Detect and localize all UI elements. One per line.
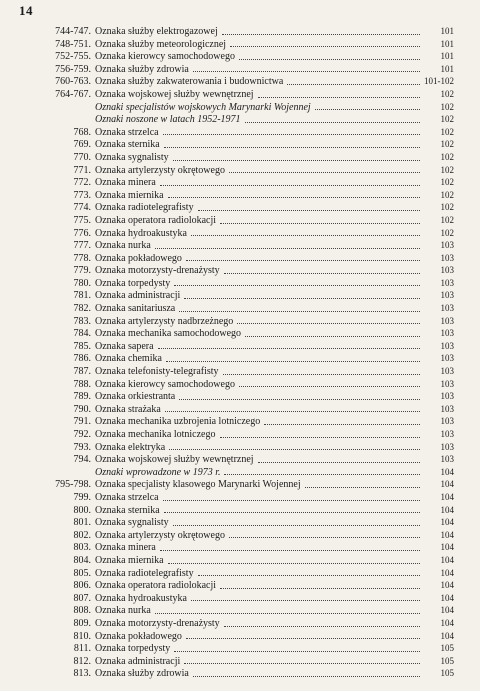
toc-entry (0, 252, 480, 265)
entry-page-number: 101 (440, 38, 454, 49)
dot-leader (186, 259, 420, 261)
entry-page-number: 103 (440, 340, 454, 351)
toc-entry (0, 667, 480, 680)
dot-leader (237, 322, 420, 324)
entry-page-number: 104 (440, 491, 454, 502)
entry-page-number: 102 (440, 189, 454, 200)
entry-number: 789. (73, 391, 91, 403)
entry-number: 779. (73, 265, 91, 277)
entry-page-number: 102 (440, 164, 454, 175)
entry-number: 771. (73, 164, 91, 176)
entry-page-number: 103 (440, 454, 454, 465)
dot-leader (198, 209, 420, 211)
entry-number: 777. (73, 240, 91, 252)
toc-entry (0, 617, 480, 630)
entry-page-number: 104 (440, 630, 454, 641)
entry-number: 790. (73, 403, 91, 415)
toc-entry (0, 138, 480, 151)
entry-page-number: 104 (440, 580, 454, 591)
entry-number: 805. (73, 567, 91, 579)
entry-number: 799. (73, 491, 91, 503)
toc-entry (0, 126, 480, 139)
toc-entry (0, 201, 480, 214)
entry-number: 793. (73, 441, 91, 453)
entry-title: Oznaka sanitariusza (95, 303, 176, 315)
toc-entry (0, 227, 480, 240)
toc-entry (0, 630, 480, 643)
toc-entry (0, 25, 480, 38)
dot-leader (239, 58, 420, 60)
entry-number: 783. (73, 315, 91, 327)
entry-page-number: 104 (440, 617, 454, 628)
entry-page-number: 104 (440, 504, 454, 515)
entry-page-number: 104 (440, 542, 454, 553)
entry-page-number: 103 (440, 328, 454, 339)
dot-leader (264, 423, 420, 425)
entry-page-number: 103 (440, 429, 454, 439)
toc-entry (0, 176, 480, 189)
entry-title: Oznaka służby elektrogazowej (95, 26, 218, 37)
dot-leader (191, 599, 420, 601)
dot-leader (173, 524, 420, 526)
entry-number: 748-751. (55, 38, 91, 50)
toc-entry (0, 403, 480, 416)
entry-title: Oznaka nurka (95, 605, 151, 617)
entry-number: 768. (73, 126, 91, 138)
entry-page-number: 102 (440, 214, 454, 225)
dot-leader (164, 511, 420, 513)
toc-entry (0, 38, 480, 51)
entry-number: 780. (73, 277, 91, 289)
entry-number: 769. (73, 139, 91, 151)
dot-leader (224, 625, 420, 627)
dot-leader (220, 436, 421, 438)
toc-entry (0, 529, 480, 542)
entry-number: 785. (73, 340, 91, 352)
entry-number: 803. (73, 542, 91, 554)
dot-leader (245, 121, 420, 123)
dot-leader (230, 45, 420, 47)
entry-title: Oznaka torpedysty (95, 643, 171, 655)
toc-entry (0, 189, 480, 202)
dot-leader (168, 562, 420, 564)
dot-leader (220, 222, 420, 224)
dot-leader (198, 574, 420, 576)
dot-leader (173, 159, 420, 161)
entry-page-number: 103 (440, 315, 454, 326)
toc-entry (0, 390, 480, 403)
toc-entry (0, 428, 480, 441)
entry-number: 756-759. (55, 63, 91, 75)
dot-leader (239, 385, 420, 387)
entry-page-number: 104 (440, 567, 454, 578)
entry-title: Oznaka motorzysty-drenażysty (95, 617, 220, 629)
entry-number: 752-755. (55, 51, 91, 63)
entry-number: 776. (73, 227, 91, 239)
entry-page-number: 104 (440, 517, 454, 528)
entry-title: Oznaka wojskowej służby wewnętrznej (95, 454, 254, 466)
entry-title: Oznaka operatora radiolokacji (95, 580, 217, 592)
toc-entry (0, 365, 480, 378)
entry-page-number: 101-102 (424, 76, 454, 87)
entry-title: Oznaka pokładowego (95, 252, 182, 264)
entry-page-number: 103 (440, 303, 454, 314)
dot-leader (155, 247, 420, 249)
entry-title: Oznaka radiotelegrafisty (95, 202, 194, 214)
entry-page-number: 105 (440, 668, 454, 679)
entry-page-number: 103 (440, 252, 454, 263)
entry-number: 807. (73, 592, 91, 604)
entry-title: Oznaka telefonisty-telegrafisty (95, 366, 219, 378)
toc-entry (0, 277, 480, 290)
dot-leader (184, 662, 420, 664)
entry-page-number: 104 (440, 466, 454, 477)
toc-entry (0, 340, 480, 353)
dot-leader (245, 335, 420, 337)
entry-page-number: 105 (440, 655, 454, 666)
entry-title: Oznaka orkiestranta (95, 391, 176, 403)
entry-page-number: 102 (440, 151, 454, 162)
toc-entry (0, 567, 480, 580)
entry-number: 809. (73, 617, 91, 629)
page-number: 14 (19, 3, 33, 18)
entry-page-number: 104 (440, 592, 454, 603)
entry-page-number: 102 (440, 88, 454, 99)
entry-number: 774. (73, 202, 91, 214)
entry-number: 772. (73, 177, 91, 189)
entry-title: Oznaka mechanika samochodowego (95, 328, 242, 340)
entry-title: Oznaka strzelca (95, 491, 159, 503)
entry-number: 786. (73, 353, 91, 365)
entry-number: 782. (73, 303, 91, 315)
entry-number: 784. (73, 328, 91, 340)
entry-number: 810. (73, 630, 91, 642)
entry-title: Oznaka miernika (95, 554, 164, 566)
entry-number: 764-767. (55, 88, 91, 100)
toc-entry (0, 302, 480, 315)
entry-title: Oznaka mechanika uzbrojenia lotniczego (95, 416, 261, 428)
entry-number: 773. (73, 189, 91, 201)
entry-title: Oznaka torpedysty (95, 277, 171, 289)
entry-page-number: 103 (440, 378, 454, 389)
entry-title: Oznaka służby zdrowia (95, 63, 189, 75)
dot-leader (184, 297, 420, 299)
dot-leader (258, 96, 420, 98)
entry-number: 787. (73, 366, 91, 378)
table-of-contents (0, 25, 480, 680)
toc-entry (0, 504, 480, 517)
entry-page-number: 103 (440, 240, 454, 251)
entry-title: Oznaka strzelca (95, 126, 159, 138)
entry-title: Oznaka sygnalisty (95, 517, 169, 529)
toc-entry (0, 592, 480, 605)
entry-title: Oznaka strażaka (95, 403, 161, 415)
entry-title: Oznaka mechanika lotniczego (95, 429, 216, 440)
dot-leader (193, 675, 420, 677)
dot-leader (164, 146, 420, 148)
dot-leader (160, 549, 420, 551)
entry-title: Oznaka elektryka (95, 441, 166, 453)
toc-entry (0, 164, 480, 177)
toc-entry (0, 327, 480, 340)
entry-title: Oznaka administracji (95, 655, 181, 667)
entry-title: Oznaka kierowcy samochodowego (95, 378, 235, 390)
entry-page-number: 103 (440, 366, 454, 377)
entry-title: Oznaka operatora radiolokacji (95, 214, 217, 226)
entry-page-number: 103 (440, 403, 454, 414)
entry-page-number: 103 (440, 277, 454, 288)
entry-page-number: 104 (440, 605, 454, 616)
entry-page-number: 102 (440, 126, 454, 137)
dot-leader (168, 196, 420, 198)
entry-page-number: 103 (440, 391, 454, 402)
entry-number: 788. (73, 378, 91, 390)
entry-page-number: 104 (440, 529, 454, 540)
toc-entry (0, 151, 480, 164)
dot-leader (258, 461, 420, 463)
dot-leader (158, 347, 420, 349)
entry-number: 781. (73, 290, 91, 302)
entry-number: 778. (73, 252, 91, 264)
entry-number: 811. (73, 643, 91, 655)
entry-page-number: 103 (440, 353, 454, 364)
dot-leader (315, 108, 420, 110)
entry-title: Oznaka sternika (95, 139, 160, 151)
entry-page-number: 102 (440, 202, 454, 213)
entry-title: Oznaka nurka (95, 240, 151, 252)
entry-page-number: 104 (440, 479, 454, 490)
toc-entry (0, 63, 480, 76)
entry-page-number: 101 (440, 51, 454, 62)
toc-entry (0, 289, 480, 302)
toc-entry (0, 554, 480, 567)
entry-number: 792. (73, 429, 91, 440)
dot-leader (179, 398, 420, 400)
entry-page-number: 103 (440, 441, 454, 452)
dot-leader (174, 650, 420, 652)
entry-page-number: 104 (440, 554, 454, 565)
entry-title: Oznaka artylerzysty okrętowego (95, 529, 225, 541)
section-title: Oznaki noszone w latach 1952-1971 (95, 114, 241, 126)
entry-title: Oznaka motorzysty-drenażysty (95, 265, 220, 277)
toc-entry (0, 88, 480, 101)
section-title: Oznaki wprowadzone w 1973 r. (95, 466, 221, 478)
toc-entry (0, 604, 480, 617)
entry-number: 808. (73, 605, 91, 617)
toc-section-heading (0, 101, 480, 114)
toc-entry (0, 642, 480, 655)
entry-page-number: 105 (440, 643, 454, 654)
entry-number: 760-763. (55, 76, 91, 88)
entry-title: Oznaka artylerzysty nadbrzeżnego (95, 315, 234, 327)
dot-leader (174, 284, 420, 286)
entry-number: 794. (73, 454, 91, 466)
entry-title: Oznaka hydroakustyka (95, 592, 187, 604)
toc-entry (0, 315, 480, 328)
entry-title: Oznaka miernika (95, 189, 164, 201)
entry-title: Oznaka pokładowego (95, 630, 182, 642)
entry-title: Oznaka specjalisty klasowego Marynarki Wojennej (95, 479, 301, 491)
entry-title: Oznaka chemika (95, 353, 162, 365)
toc-section-heading (0, 113, 480, 126)
dot-leader (224, 473, 420, 475)
toc-entry (0, 50, 480, 63)
toc-entry (0, 516, 480, 529)
dot-leader (163, 499, 420, 501)
entry-title: Oznaka minera (95, 177, 156, 189)
entry-number: 801. (73, 517, 91, 529)
dot-leader (229, 171, 420, 173)
toc-entry (0, 579, 480, 592)
entry-title: Oznaka minera (95, 542, 156, 554)
dot-leader (169, 448, 420, 450)
entry-page-number: 101 (440, 26, 454, 36)
entry-number: 791. (73, 416, 91, 428)
entry-page-number: 102 (440, 227, 454, 238)
dot-leader (163, 133, 420, 135)
entry-number: 806. (73, 580, 91, 592)
entry-number: 770. (73, 151, 91, 163)
entry-title: Oznaka służby zdrowia (95, 668, 189, 680)
dot-leader (287, 83, 420, 85)
toc-entry (0, 453, 480, 466)
entry-title: Oznaka administracji (95, 290, 181, 302)
entry-title: Oznaka wojskowej służby wewnętrznej (95, 88, 254, 100)
toc-entry (0, 541, 480, 554)
entry-title: Oznaka sternika (95, 504, 160, 516)
entry-title: Oznaka służby meteorologicznej (95, 38, 227, 50)
toc-section-heading (0, 466, 480, 479)
entry-title: Oznaka artylerzysty okrętowego (95, 164, 225, 176)
entry-number: 775. (73, 214, 91, 226)
entry-page-number: 102 (440, 139, 454, 150)
dot-leader (165, 410, 420, 412)
entry-page-number: 102 (440, 114, 454, 125)
toc-entry (0, 441, 480, 454)
dot-leader (224, 272, 420, 274)
entry-title: Oznaka sygnalisty (95, 151, 169, 163)
toc-entry (0, 352, 480, 365)
entry-number: 812. (73, 655, 91, 667)
entry-title: Oznaka radiotelegrafisty (95, 567, 194, 579)
toc-entry (0, 655, 480, 668)
toc-entry (0, 75, 480, 88)
dot-leader (155, 612, 420, 614)
dot-leader (193, 70, 420, 72)
entry-page-number: 103 (440, 416, 454, 427)
entry-title: Oznaka sapera (95, 340, 154, 352)
dot-leader (166, 360, 420, 362)
dot-leader (160, 184, 420, 186)
entry-title: Oznaka służby zakwaterowania i budownictwa (95, 76, 284, 88)
toc-entry (0, 478, 480, 491)
entry-page-number: 103 (440, 265, 454, 276)
dot-leader (229, 536, 420, 538)
toc-entry (0, 491, 480, 504)
entry-title: Oznaka hydroakustyka (95, 227, 187, 239)
entry-number: 802. (73, 529, 91, 541)
entry-number: 795-798. (55, 479, 91, 491)
toc-entry (0, 214, 480, 227)
toc-entry (0, 264, 480, 277)
dot-leader (220, 587, 420, 589)
entry-page-number: 101 (440, 63, 454, 74)
entry-page-number: 102 (440, 101, 454, 112)
entry-page-number: 102 (440, 177, 454, 188)
dot-leader (179, 310, 420, 312)
entry-title: Oznaka kierowcy samochodowego (95, 51, 235, 63)
toc-entry (0, 415, 480, 428)
dot-leader (305, 486, 420, 488)
dot-leader (223, 373, 420, 375)
dot-leader (191, 234, 420, 236)
entry-page-number: 103 (440, 290, 454, 301)
dot-leader (186, 637, 420, 639)
toc-entry (0, 378, 480, 391)
entry-number: 744-747. (55, 26, 91, 37)
dot-leader (222, 33, 420, 35)
entry-number: 804. (73, 554, 91, 566)
section-title: Oznaki specjalistów wojskowych Marynarki Wojennej (95, 101, 311, 113)
entry-number: 800. (73, 504, 91, 516)
entry-number: 813. (73, 668, 91, 680)
toc-entry (0, 239, 480, 252)
